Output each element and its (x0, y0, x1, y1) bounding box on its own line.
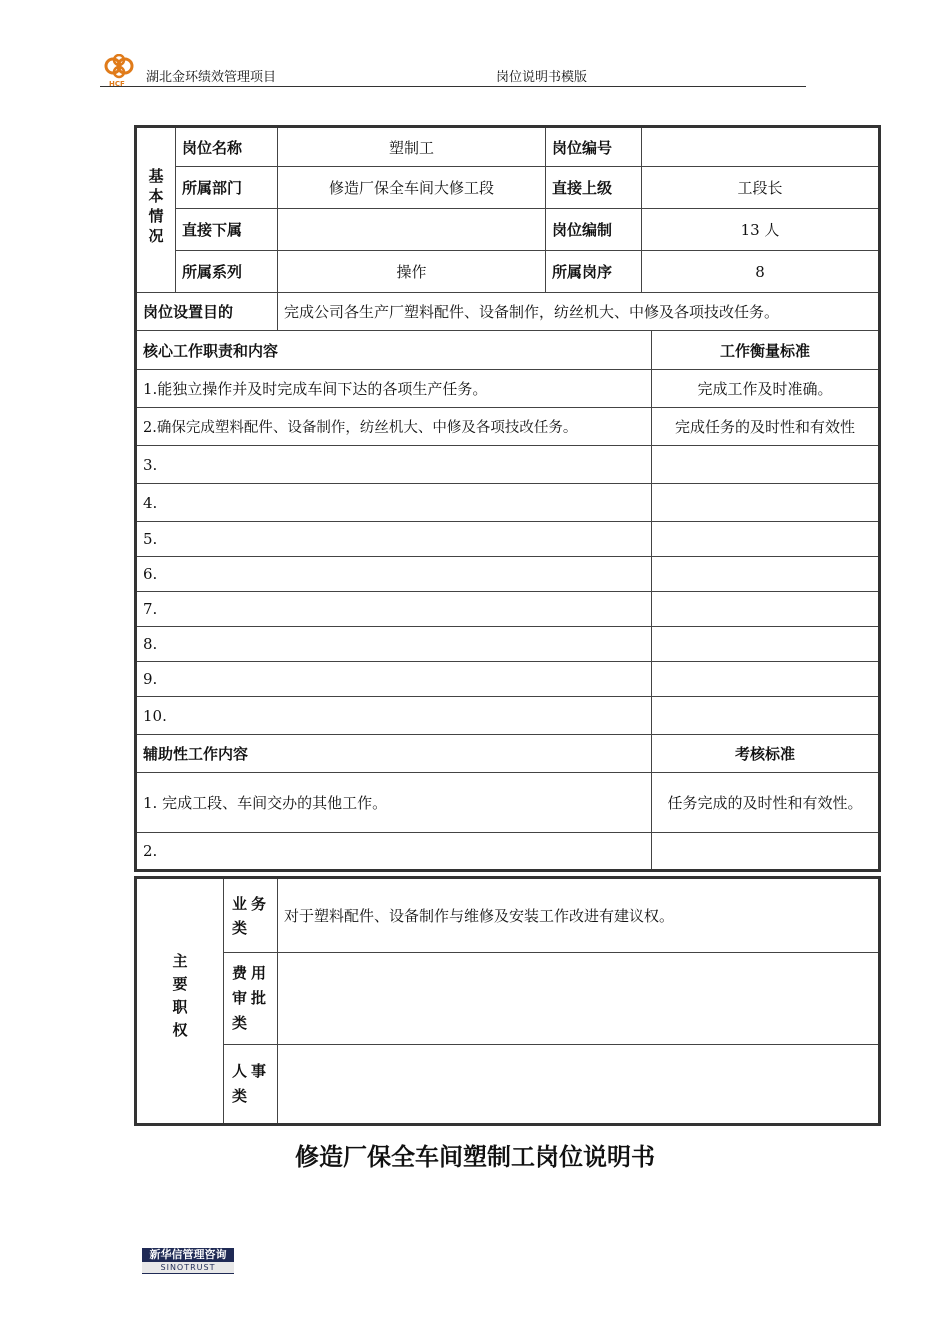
basic-row (136, 127, 880, 167)
table-row (136, 697, 880, 735)
subordinate (278, 209, 546, 251)
core-standard (652, 697, 880, 735)
header-doc-type: 岗位说明书模版 (496, 70, 588, 85)
basic-row (136, 251, 880, 293)
logo-text: HCF (109, 80, 125, 88)
page-header (100, 52, 806, 87)
authority-section-label: 主要职权 (136, 878, 224, 1125)
aux-standard (652, 833, 880, 871)
authority-row (136, 1045, 880, 1125)
table-row (136, 773, 880, 833)
authority-table (134, 876, 881, 1126)
subordinate-label: 直接下属 (176, 209, 278, 251)
table-row (136, 662, 880, 697)
basic-row (136, 167, 880, 209)
core-header-row (136, 331, 880, 370)
series: 操作 (278, 251, 546, 293)
headcount: 13 人 (642, 209, 880, 251)
document-title: 修造厂保全车间塑制工岗位说明书 (295, 1143, 655, 1171)
aux-duty: 1. 完成工段、车间交办的其他工作。 (136, 773, 652, 833)
core-standard (652, 662, 880, 697)
rank-label: 所属岗序 (546, 251, 642, 293)
table-row (136, 833, 880, 871)
table-row (136, 557, 880, 592)
purpose-text: 完成公司各生产厂塑料配件、设备制作，纺丝机大、中修及各项技改任务。 (278, 293, 880, 331)
authority-content (278, 1045, 880, 1125)
core-standard (652, 522, 880, 557)
job-description-table (134, 125, 881, 872)
core-duties-header: 核心工作职责和内容 (136, 331, 652, 370)
purpose-label: 岗位设置目的 (136, 293, 278, 331)
authority-content (278, 953, 880, 1045)
core-duty: 10. (136, 697, 652, 735)
rank: 8 (642, 251, 880, 293)
aux-standard: 任务完成的及时性和有效性。 (652, 773, 880, 833)
table-row (136, 627, 880, 662)
purpose-row (136, 293, 880, 331)
footer-logo-en: SINOTRUST (142, 1262, 234, 1273)
company-logo-icon (100, 54, 140, 88)
supervisor: 工段长 (642, 167, 880, 209)
position-name-label: 岗位名称 (176, 127, 278, 167)
core-standard (652, 627, 880, 662)
table-row (136, 408, 880, 446)
core-duty: 4. (136, 484, 652, 522)
position-code-label: 岗位编号 (546, 127, 642, 167)
basic-section-label: 基本情况 (136, 127, 176, 293)
authority-type: 人事类 (224, 1045, 278, 1125)
core-standard: 完成任务的及时性和有效性 (652, 408, 880, 446)
table-row (136, 522, 880, 557)
aux-header-row (136, 735, 880, 773)
position-name: 塑制工 (278, 127, 546, 167)
core-duty: 7. (136, 592, 652, 627)
position-code (642, 127, 880, 167)
table-row (136, 446, 880, 484)
department-label: 所属部门 (176, 167, 278, 209)
basic-row (136, 209, 880, 251)
authority-type: 业务类 (224, 878, 278, 953)
core-duty: 3. (136, 446, 652, 484)
aux-duty: 2. (136, 833, 652, 871)
core-duty: 5. (136, 522, 652, 557)
table-row (136, 370, 880, 408)
table-row (136, 592, 880, 627)
authority-content: 对于塑料配件、设备制作与维修及安装工作改进有建议权。 (278, 878, 880, 953)
footer-logo-cn: 新华信管理咨询 (149, 1248, 227, 1261)
core-standard (652, 592, 880, 627)
core-standard: 完成工作及时准确。 (652, 370, 880, 408)
core-standard (652, 557, 880, 592)
core-duty: 6. (136, 557, 652, 592)
core-duty: 8. (136, 627, 652, 662)
authority-row (136, 878, 880, 953)
header-project: 湖北金环绩效管理项目 (146, 70, 277, 85)
aux-standard-header: 考核标准 (652, 735, 880, 773)
authority-type: 费用审批类 (224, 953, 278, 1045)
series-label: 所属系列 (176, 251, 278, 293)
footer-logo (142, 1248, 234, 1274)
core-duty: 9. (136, 662, 652, 697)
authority-row (136, 953, 880, 1045)
supervisor-label: 直接上级 (546, 167, 642, 209)
table-row (136, 484, 880, 522)
department: 修造厂保全车间大修工段 (278, 167, 546, 209)
aux-duties-header: 辅助性工作内容 (136, 735, 652, 773)
core-duty: 1.能独立操作并及时完成车间下达的各项生产任务。 (136, 370, 652, 408)
core-standard (652, 446, 880, 484)
core-standard-header: 工作衡量标准 (652, 331, 880, 370)
core-duty: 2.确保完成塑料配件、设备制作，纺丝机大、中修及各项技改任务。 (136, 408, 652, 446)
core-standard (652, 484, 880, 522)
headcount-label: 岗位编制 (546, 209, 642, 251)
